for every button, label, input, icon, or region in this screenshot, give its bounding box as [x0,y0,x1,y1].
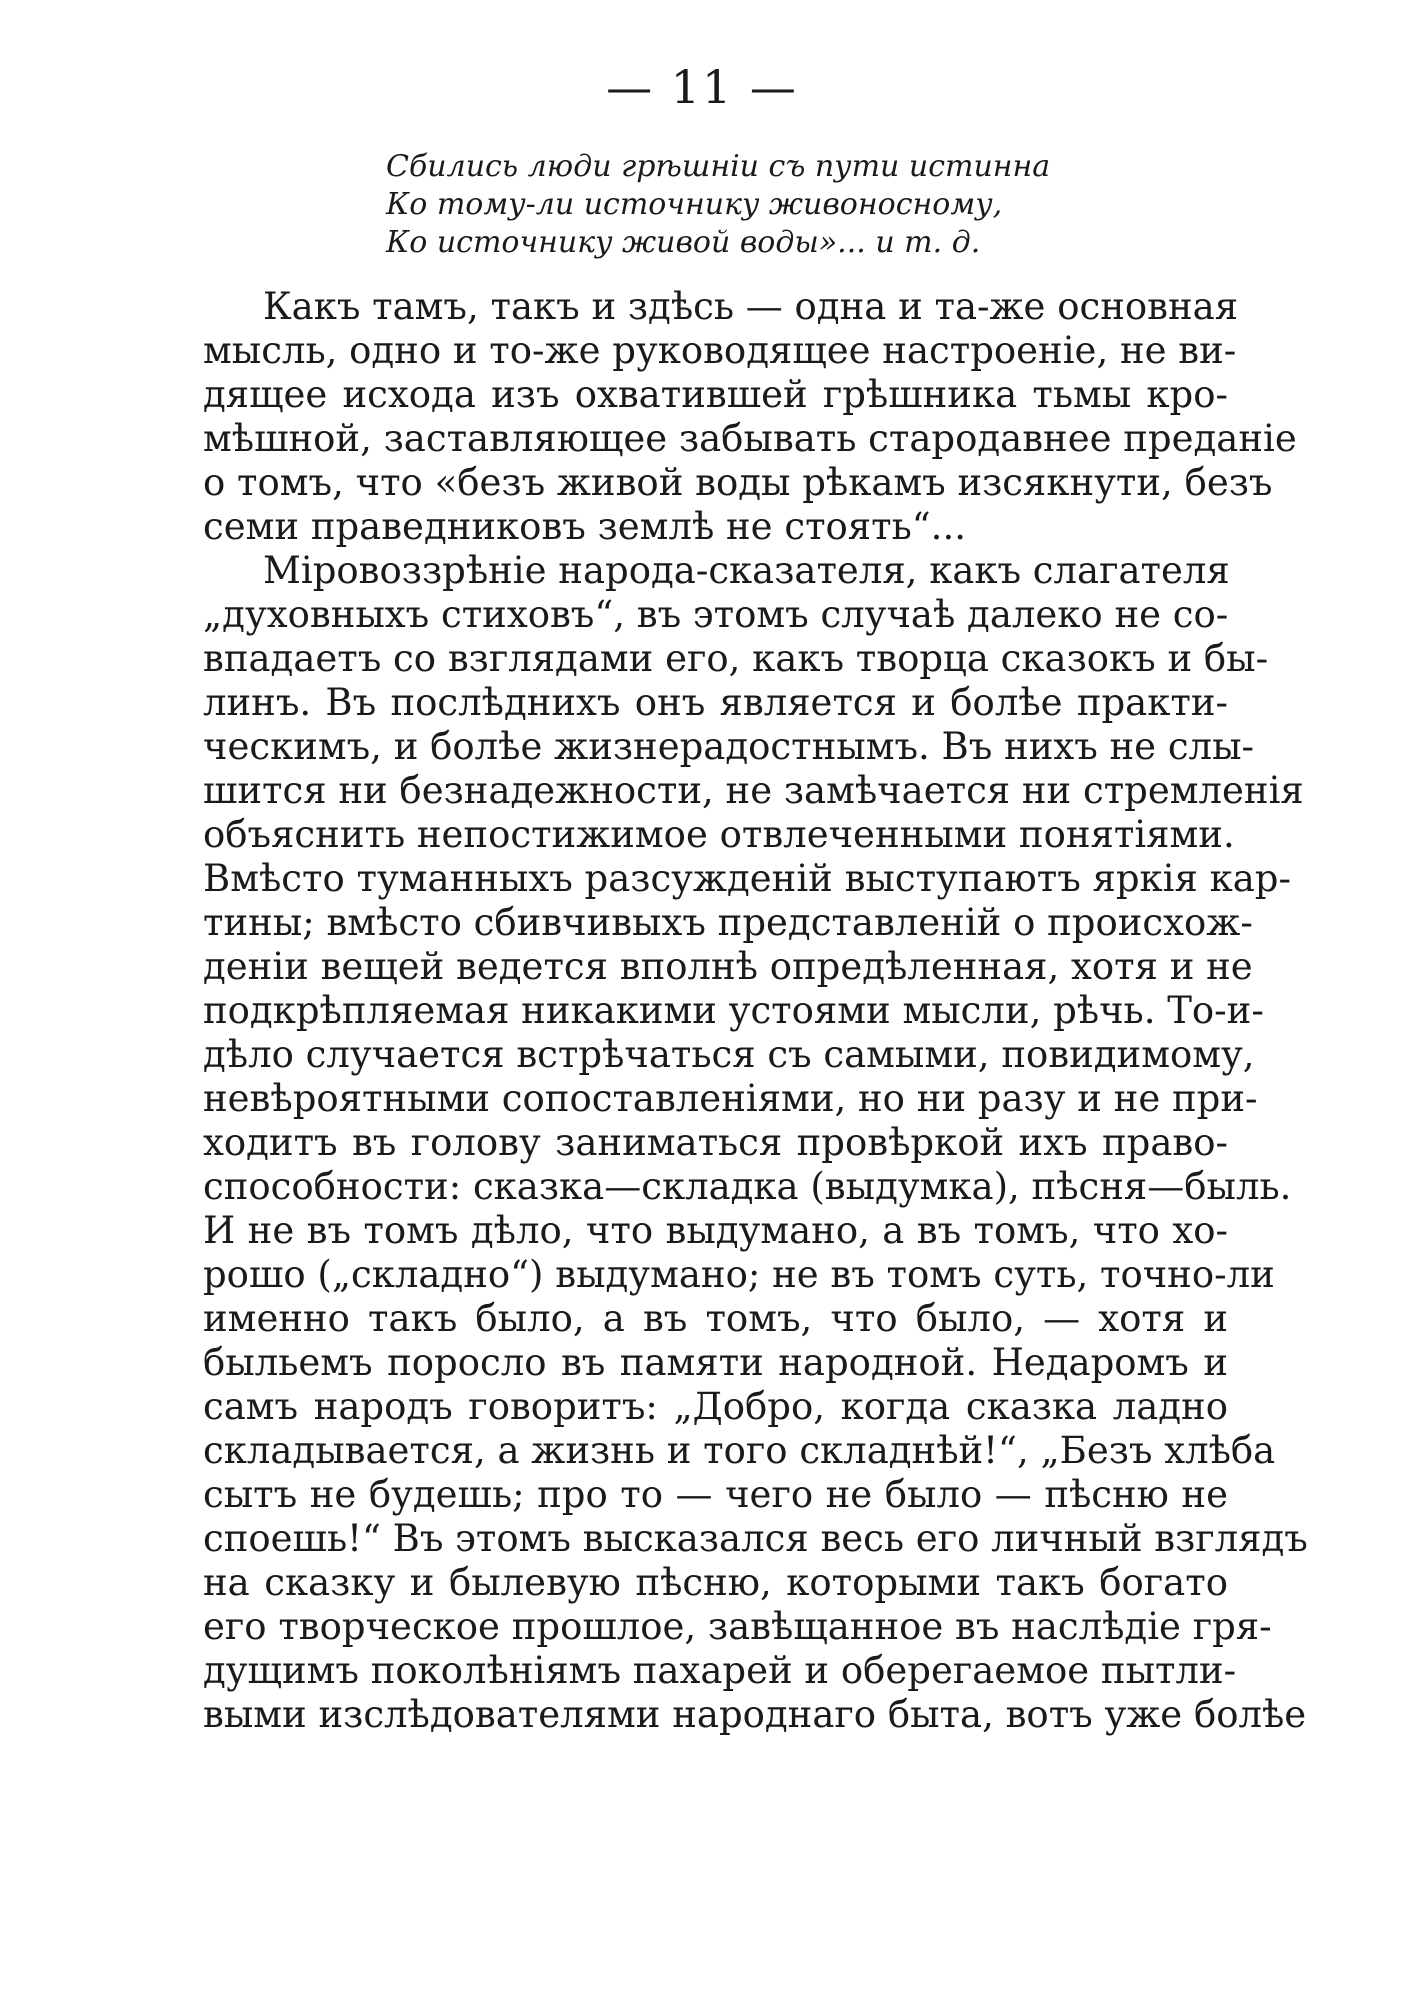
text-line: быльемъ поросло въ памяти народной. Недаромъ и [203,1341,1228,1384]
text-line: впадаетъ со взглядами его, какъ творца сказокъ и бы- [203,637,1269,680]
text-line: невѣроятными сопоставленіями, но ни разу и не при- [203,1077,1258,1120]
page-number: — 11 — [606,60,798,114]
text-line: рошо („складно“) выдумано; не въ томъ суть, точно-ли [203,1253,1275,1296]
text-line: его творческое прошлое, завѣщанное въ наслѣдіе гря- [203,1605,1272,1648]
text-line: мысль, одно и то-же руководящее настроеніе, не ви- [203,329,1237,372]
text-line: „духовныхъ стиховъ“, въ этомъ случаѣ далеко не со- [203,593,1229,636]
text-line: линъ. Въ послѣднихъ онъ является и болѣе практи- [203,681,1228,724]
text-line: складывается, а жизнь и того складнѣй!“, „Безъ хлѣба [203,1429,1276,1472]
text-line: дѣло случается встрѣчаться съ самыми, повидимому, [203,1033,1255,1076]
text-line: споешь!“ Въ этомъ высказался весь его личный взглядъ [203,1517,1308,1560]
text-line: дящее исхода изъ охватившей грѣшника тьмы кро- [203,373,1228,416]
verse-line: Сбились люди грѣшніи съ пути истинна [386,149,1051,184]
verse-line: Ко тому-ли источнику живоносному, [386,187,1003,222]
text-line: мѣшной, заставляющее забывать стародавнее преданіе [203,417,1297,460]
text-line: дущимъ поколѣніямъ пахарей и оберегаемое пытли- [203,1649,1237,1692]
verse-quote [386,148,1166,262]
text-line: подкрѣпляемая никакими устоями мысли, рѣчь. То-и- [203,989,1264,1032]
text-line: Какъ тамъ, такъ и здѣсь — одна и та-же основная [263,285,1239,328]
body-text [203,285,1308,1737]
text-line: тины; вмѣсто сбивчивыхъ представленій о происхож- [203,901,1253,944]
text-line: сытъ не будешь; про то — чего не было — пѣсню не [203,1473,1228,1516]
text-line: ходитъ въ голову заниматься провѣркой ихъ право- [203,1121,1228,1164]
text-line: объяснить непостижимое отвлеченными понятіями. [203,813,1235,856]
text-line: И не въ томъ дѣло, что выдумано, а въ томъ, что хо- [203,1209,1228,1252]
text-line: ческимъ, и болѣе жизнерадостнымъ. Въ нихъ не слы- [203,725,1255,768]
text-line: Вмѣсто туманныхъ разсужденій выступаютъ яркія кар- [203,857,1291,900]
text-line: именно такъ было, а въ томъ, что было, — хотя и [203,1297,1228,1340]
text-line: способности: сказка—складка (выдумка), пѣсня—быль. [203,1165,1292,1208]
text-line: выми изслѣдователями народнаго быта, вотъ уже болѣе [203,1693,1307,1736]
text-line: самъ народъ говоритъ: „Добро, когда сказка ладно [203,1385,1228,1428]
text-line: о томъ, что «безъ живой воды рѣкамъ изсякнути, безъ [203,461,1273,504]
text-line: семи праведниковъ землѣ не стоять“... [203,505,966,548]
paragraph-1 [203,285,1297,549]
text-line: Міровоззрѣніе народа-сказателя, какъ слагателя [263,549,1230,592]
text-line: на сказку и былевую пѣсню, которыми такъ богато [203,1561,1228,1604]
text-line: шится ни безнадежности, не замѣчается ни стремленія [203,769,1304,812]
verse-line: Ко источнику живой воды»... и т. д. [386,225,981,260]
text-line: деніи вещей ведется вполнѣ опредѣленная, хотя и не [203,945,1253,988]
paragraph-2 [203,549,1308,1737]
